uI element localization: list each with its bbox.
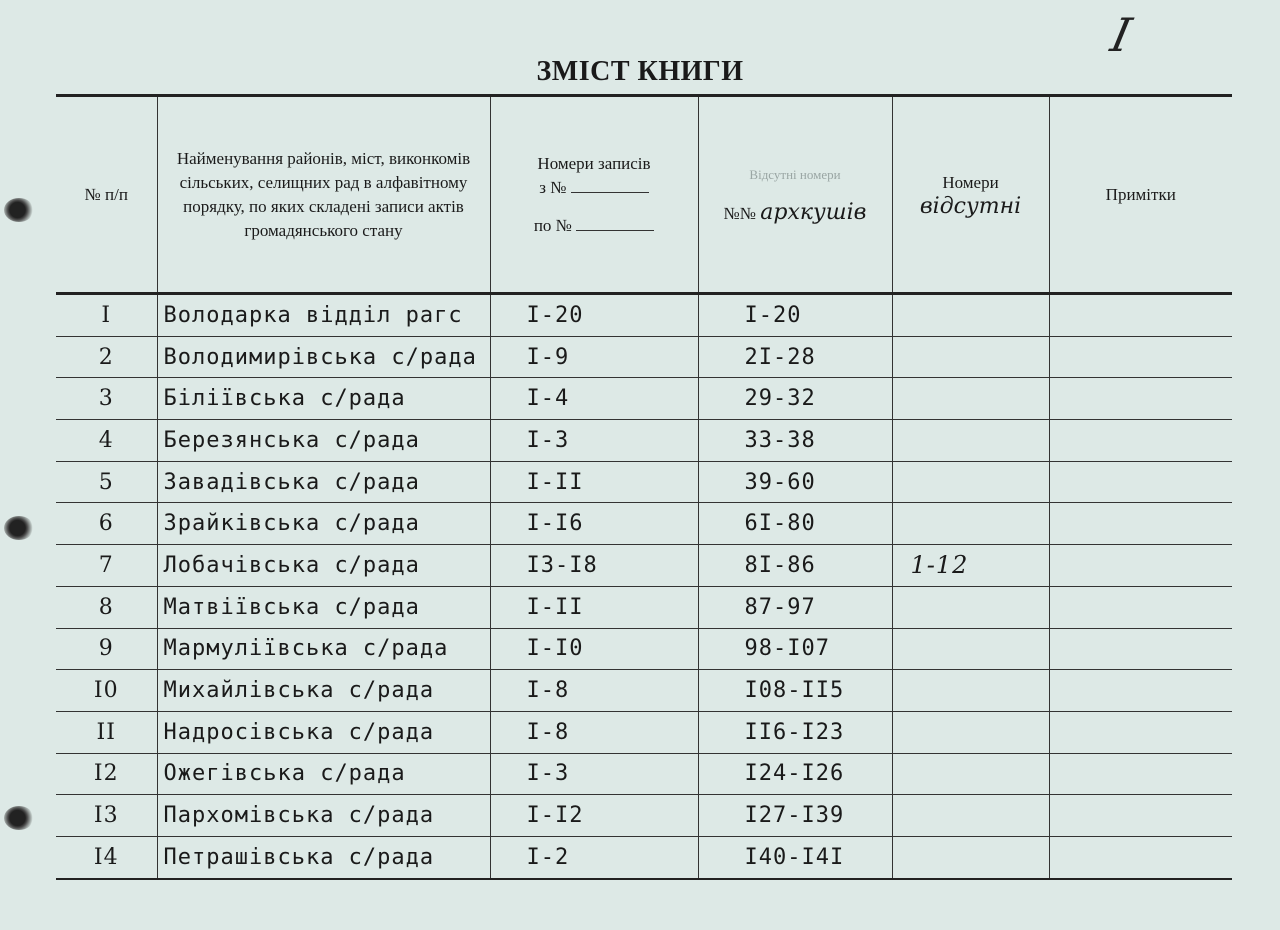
sheets-handwritten: архкушів <box>760 200 867 225</box>
records-to-label: по № <box>533 215 572 235</box>
row-sheets: I24-I26 <box>698 753 892 795</box>
row-name: Мармуліївська с/рада <box>157 628 490 670</box>
row-sheets: 8I-86 <box>698 545 892 587</box>
row-notes <box>1049 378 1232 420</box>
row-records: I-I6 <box>490 503 698 545</box>
row-missing <box>892 336 1049 378</box>
header-records-to <box>497 214 692 238</box>
row-records: I-3 <box>490 753 698 795</box>
missing-handwritten: відсутні <box>919 193 1022 219</box>
row-missing <box>892 294 1049 337</box>
row-name: Ожегівська с/рада <box>157 753 490 795</box>
row-records: I-8 <box>490 670 698 712</box>
table-row <box>56 753 1232 795</box>
row-sheets: II6-I23 <box>698 711 892 753</box>
row-records: I-4 <box>490 378 698 420</box>
row-sheets: I08-II5 <box>698 670 892 712</box>
header-records-label: Номери записів <box>537 153 651 173</box>
table-row <box>56 836 1232 878</box>
page-title: ЗМІСТ КНИГИ <box>536 56 744 87</box>
row-number: I3 <box>56 795 157 837</box>
row-number: 9 <box>56 628 157 670</box>
row-missing <box>892 795 1049 837</box>
row-missing: 1-12 <box>892 545 1049 587</box>
row-notes <box>1049 294 1232 337</box>
row-sheets: 39-60 <box>698 461 892 503</box>
row-sheets: 98-I07 <box>698 628 892 670</box>
row-records: I-II <box>490 586 698 628</box>
row-sheets: I-20 <box>698 294 892 337</box>
table-row <box>56 503 1232 545</box>
row-sheets: 2I-28 <box>698 336 892 378</box>
blank-line <box>571 178 649 193</box>
row-notes <box>1049 586 1232 628</box>
row-notes <box>1049 336 1232 378</box>
row-missing <box>892 836 1049 878</box>
row-name: Петрашівська с/рада <box>157 836 490 878</box>
row-name: Пархомівська с/рада <box>157 795 490 837</box>
punch-hole <box>4 806 34 830</box>
row-number: 7 <box>56 545 157 587</box>
header-records-from <box>497 176 692 200</box>
header-notes <box>1049 96 1232 294</box>
row-notes <box>1049 836 1232 878</box>
row-name: Лобачівська с/рада <box>157 545 490 587</box>
row-missing <box>892 586 1049 628</box>
row-sheets: 29-32 <box>698 378 892 420</box>
row-missing <box>892 378 1049 420</box>
table-row <box>56 336 1232 378</box>
header-sheets <box>698 96 892 294</box>
row-notes <box>1049 461 1232 503</box>
table-row <box>56 545 1232 587</box>
table-row <box>56 378 1232 420</box>
punch-hole <box>4 516 34 540</box>
row-name: Зрайківська с/рада <box>157 503 490 545</box>
header-sheets-faded-text: Відсутні номери <box>749 167 841 182</box>
row-sheets: 33-38 <box>698 420 892 462</box>
row-missing <box>892 753 1049 795</box>
row-notes <box>1049 795 1232 837</box>
row-missing <box>892 670 1049 712</box>
row-records: I-I0 <box>490 628 698 670</box>
table-row <box>56 294 1232 337</box>
row-records: I-I2 <box>490 795 698 837</box>
header-num-label: № п/п <box>84 184 128 204</box>
row-records: I3-I8 <box>490 545 698 587</box>
row-notes <box>1049 670 1232 712</box>
row-number: II <box>56 711 157 753</box>
row-records: I-9 <box>490 336 698 378</box>
row-missing <box>892 461 1049 503</box>
table-row <box>56 670 1232 712</box>
row-records: I-II <box>490 461 698 503</box>
row-number: I <box>56 294 157 337</box>
row-records: I-2 <box>490 836 698 878</box>
row-number: 2 <box>56 336 157 378</box>
table-row <box>56 461 1232 503</box>
contents-table <box>56 94 1232 880</box>
row-sheets: I27-I39 <box>698 795 892 837</box>
row-number: 8 <box>56 586 157 628</box>
row-missing <box>892 420 1049 462</box>
row-number: 6 <box>56 503 157 545</box>
row-number: 3 <box>56 378 157 420</box>
row-notes <box>1049 545 1232 587</box>
page-number-mark: I <box>1106 8 1136 62</box>
sheets-prefix: №№ <box>723 204 756 223</box>
row-name: Володимирівська с/рада <box>157 336 490 378</box>
row-sheets: 6I-80 <box>698 503 892 545</box>
row-number: I2 <box>56 753 157 795</box>
row-records: I-3 <box>490 420 698 462</box>
records-from-label: з № <box>539 177 567 197</box>
table-row <box>56 711 1232 753</box>
row-notes <box>1049 753 1232 795</box>
row-missing <box>892 628 1049 670</box>
header-missing <box>892 96 1049 294</box>
row-notes <box>1049 420 1232 462</box>
row-sheets: 87-97 <box>698 586 892 628</box>
header-missing-label: Номери <box>942 172 999 192</box>
header-row <box>56 96 1232 294</box>
row-notes <box>1049 628 1232 670</box>
row-number: 5 <box>56 461 157 503</box>
header-sheets-line <box>705 201 886 226</box>
row-records: I-8 <box>490 711 698 753</box>
table-row <box>56 586 1232 628</box>
row-name: Володарка відділ рагс <box>157 294 490 337</box>
table-row <box>56 420 1232 462</box>
row-name: Матвіївська с/рада <box>157 586 490 628</box>
row-name: Михайлівська с/рада <box>157 670 490 712</box>
row-number: I0 <box>56 670 157 712</box>
header-name-label: Найменування районів, міст, виконкомів сільських, селищних рад в алфавітному порядку, по яких складені записи актів громадянського стану <box>176 148 471 240</box>
header-records <box>490 96 698 294</box>
blank-line <box>576 216 654 231</box>
header-name <box>157 96 490 294</box>
row-sheets: I40-I4I <box>698 836 892 878</box>
row-notes <box>1049 711 1232 753</box>
row-missing <box>892 711 1049 753</box>
header-notes-label: Примітки <box>1105 184 1176 204</box>
row-name: Біліївська с/рада <box>157 378 490 420</box>
table-row <box>56 628 1232 670</box>
row-records: I-20 <box>490 294 698 337</box>
row-missing <box>892 503 1049 545</box>
row-name: Березянська с/рада <box>157 420 490 462</box>
row-number: 4 <box>56 420 157 462</box>
row-notes <box>1049 503 1232 545</box>
row-name: Надросівська с/рада <box>157 711 490 753</box>
table-row <box>56 795 1232 837</box>
row-name: Завадівська с/рада <box>157 461 490 503</box>
punch-hole <box>4 198 34 222</box>
row-number: I4 <box>56 836 157 878</box>
header-num <box>56 96 157 294</box>
